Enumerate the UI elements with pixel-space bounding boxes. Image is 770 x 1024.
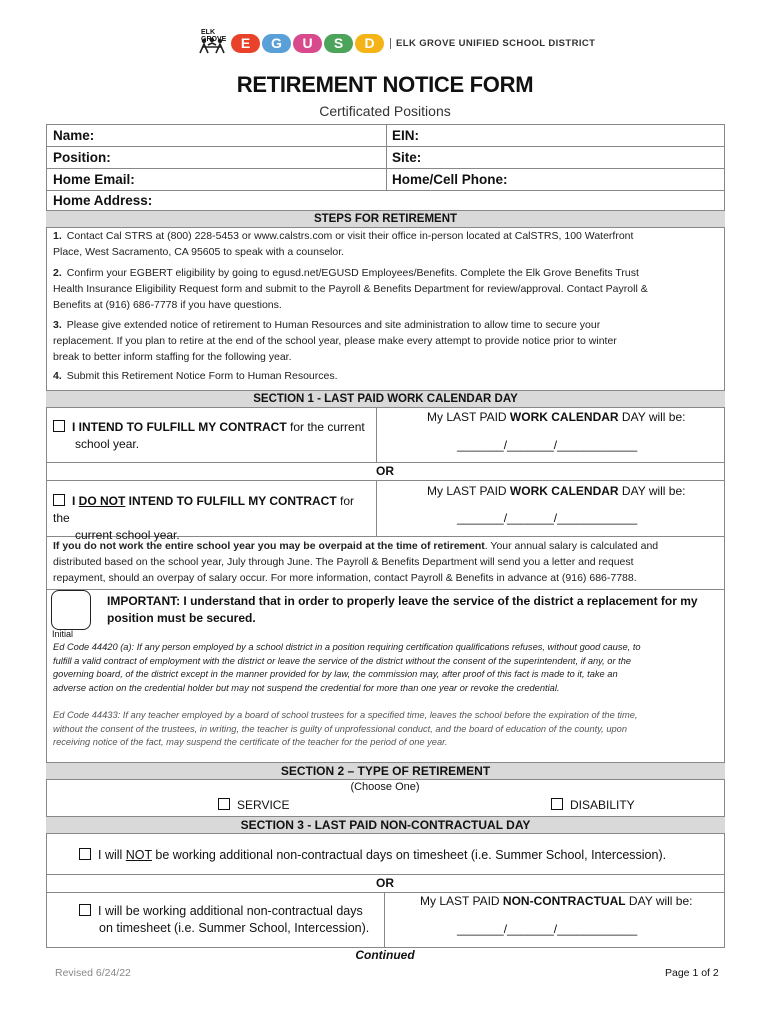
option-text-2: school year. [75,437,140,451]
option-pre: I [72,494,79,508]
or-divider-1: OR [376,464,394,478]
warning-bold: If you do not work the entire school year you may be overpaid at the time of retirement [53,540,485,552]
date-blank-3[interactable]: _______/_______/____________ [457,922,638,936]
ed-code-line: adverse action on the credential holder but may not suspend the credential for more than one year or revoke the credential. [53,682,560,693]
section1-header: SECTION 1 - LAST PAID WORK CALENDAR DAY [46,390,725,408]
section2-header: SECTION 2 – TYPE OF RETIREMENT [46,762,725,780]
not-intend-fulfill-option[interactable] [53,493,373,544]
date-post: DAY will be: [618,484,686,498]
service-option[interactable] [218,797,289,814]
step-text: Confirm your EGBERT eligibility by going to egusd.net/EGUSD Employees/Benefits. Complete the Elk Grove Benefits Trust [66,267,639,279]
intend-fulfill-option[interactable] [53,419,373,453]
page-title: RETIREMENT NOTICE FORM [236,72,534,97]
disability-label: DISABILITY [570,798,635,812]
important-line-2: position must be secured. [107,611,256,625]
continued-label: Continued [355,948,415,962]
step-item [53,317,721,365]
working-option[interactable] [79,903,369,937]
position-field[interactable]: Position: [53,150,111,165]
home-email-field[interactable]: Home Email: [53,172,135,187]
date-bold: NON-CONTRACTUAL [502,894,626,908]
overpay-warning [53,538,721,586]
step-item [53,368,721,384]
ed-code-44433 [53,709,721,750]
step-text: Place, West Sacramento, CA 95605 to speak with a counselor. [53,246,345,258]
warning-text: . Your annual salary is calculated and [484,540,659,552]
step-text: Please give extended notice of retirement to Human Resources and site administration to allow time to secure your [66,319,601,331]
option-pre: I will [98,848,126,862]
section3-header: SECTION 3 - LAST PAID NON-CONTRACTUAL DAY [46,816,725,834]
divider [46,190,725,191]
last-paid-label-3 [420,893,693,910]
initial-box[interactable] [51,590,91,630]
logo-letter: D [355,34,384,53]
phone-field[interactable]: Home/Cell Phone: [392,172,508,187]
option-text: for the [53,494,355,525]
home-address-field[interactable]: Home Address: [53,193,153,208]
option-bold: I INTEND TO FULFILL MY CONTRACT [72,420,287,434]
ed-code-line: Ed Code 44433: If any teacher employed by a board of school trustees for a specified time, leaves the school before the expiration of the time, [53,710,638,720]
ed-code-line: without the consent of the trustees, in writing, the teacher is guilty of unprofessional conduct, and the board of education of the county, upon [53,723,628,734]
or-divider-2: OR [376,876,394,890]
last-paid-label-2 [427,483,686,500]
divider [376,480,377,536]
ed-code-line: Ed Code 44420 (a): If any person employed by a school district in a position requiring certification qualifications refuses, without good cause, to [53,642,641,652]
step-text: Health Insurance Eligibility Request form and submit to the Payroll & Benefits Department for review/approval. Contact Payroll & [53,283,648,295]
checkbox-icon[interactable] [53,420,65,432]
important-notice [107,593,719,627]
logo-letter: S [324,34,353,53]
not-working-option[interactable] [79,847,666,864]
step-text: Contact Cal STRS at (800) 228-5453 or www.calstrs.com or visit their office in-person located at CalSTRS, 100 Waterfront [66,230,634,242]
disability-option[interactable] [551,797,635,814]
initial-label: Initial [52,629,74,639]
checkbox-icon[interactable] [551,798,563,810]
divider [46,168,725,169]
date-blank-2[interactable]: _______/_______/____________ [457,511,638,525]
warning-line-2: distributed based on the school year, July through June. The Payroll & Benefits Department will send you a letter and request [53,556,634,568]
divider [46,589,725,590]
step-text: Submit this Retirement Notice Form to Human Resources. [66,370,338,382]
kids-logo-icon [197,31,227,55]
option-bold: INTEND TO FULFILL MY CONTRACT [125,494,337,508]
divider [386,124,387,190]
option-underline: DO NOT [78,494,126,508]
revised-date: Revised 6/24/22 [55,967,131,979]
step-text: break to better inform staffing for the following year. [53,351,292,363]
checkbox-icon[interactable] [53,494,65,506]
divider [384,892,385,948]
step-text: Benefits at (916) 686-7778 if you have questions. [53,299,282,311]
district-name: ELK GROVE UNIFIED SCHOOL DISTRICT [390,38,595,49]
logo-letter: E [231,34,260,53]
option-text-2: current school year. [75,528,180,542]
option-text: be working additional non-contractual days on timesheet (i.e. Summer School, Intercession). [151,848,667,862]
checkbox-icon[interactable] [218,798,230,810]
step-text: replacement. If you plan to retire at the end of the school year, please make every attempt to provide notice prior to winter [53,335,617,347]
option-underline: NOT [125,848,152,862]
page-subtitle: Certificated Positions [319,103,451,119]
date-bold: WORK CALENDAR [509,484,619,498]
steps-header: STEPS FOR RETIREMENT [46,210,725,228]
page-number: Page 1 of 2 [665,967,719,979]
option-text: I will be working additional non-contractual days [98,904,363,918]
important-line-1: IMPORTANT: I understand that in order to properly leave the service of the district a replacement for my [107,594,698,608]
checkbox-icon[interactable] [79,904,91,916]
ed-code-line: receiving notice of the fact, may suspend the certificate of the teacher for the period of one year. [53,737,448,748]
date-pre: My LAST PAID [427,410,510,424]
step-number: 1. [53,230,62,242]
step-item [53,265,721,313]
ed-code-44420 [53,641,721,695]
service-label: SERVICE [237,798,290,812]
date-post: DAY will be: [618,410,686,424]
option-text: for the current [286,420,365,434]
step-number: 3. [53,319,62,331]
ed-code-line: governing board, of the district except in the manner provided for by law, the commission may, after proof of this fact is made to it, take an [53,669,618,680]
logo-letter: G [262,34,291,53]
step-number: 2. [53,267,62,279]
last-paid-label-1 [427,409,686,426]
district-logo [197,30,595,56]
date-pre: My LAST PAID [427,484,510,498]
date-blank-1[interactable]: _______/_______/____________ [457,438,638,452]
logo-letters [231,34,386,53]
date-bold: WORK CALENDAR [509,410,619,424]
divider [376,408,377,462]
logo-letter: U [293,34,322,53]
site-field[interactable]: Site: [392,150,422,165]
choose-one: (Choose One) [350,781,420,793]
date-post: DAY will be: [625,894,693,908]
divider [46,146,725,147]
logo-small-text: ELK GROVE [201,29,227,43]
checkbox-icon[interactable] [79,848,91,860]
ed-code-line: fulfill a valid contract of employment with the district or leave the service of the district without the consent of the superintendent, if any, or the [53,655,632,666]
ein-field[interactable]: EIN: [392,128,419,143]
option-text-2: on timesheet (i.e. Summer School, Intercession). [99,921,370,935]
divider [46,480,725,481]
warning-line-3: repayment, should an overpay of salary occur. For more information, contact Payroll & Benefits in advance at (916) 686-7788. [53,572,637,584]
date-pre: My LAST PAID [420,894,503,908]
step-number: 4. [53,370,62,382]
name-field[interactable]: Name: [53,128,95,143]
step-item [53,228,721,260]
